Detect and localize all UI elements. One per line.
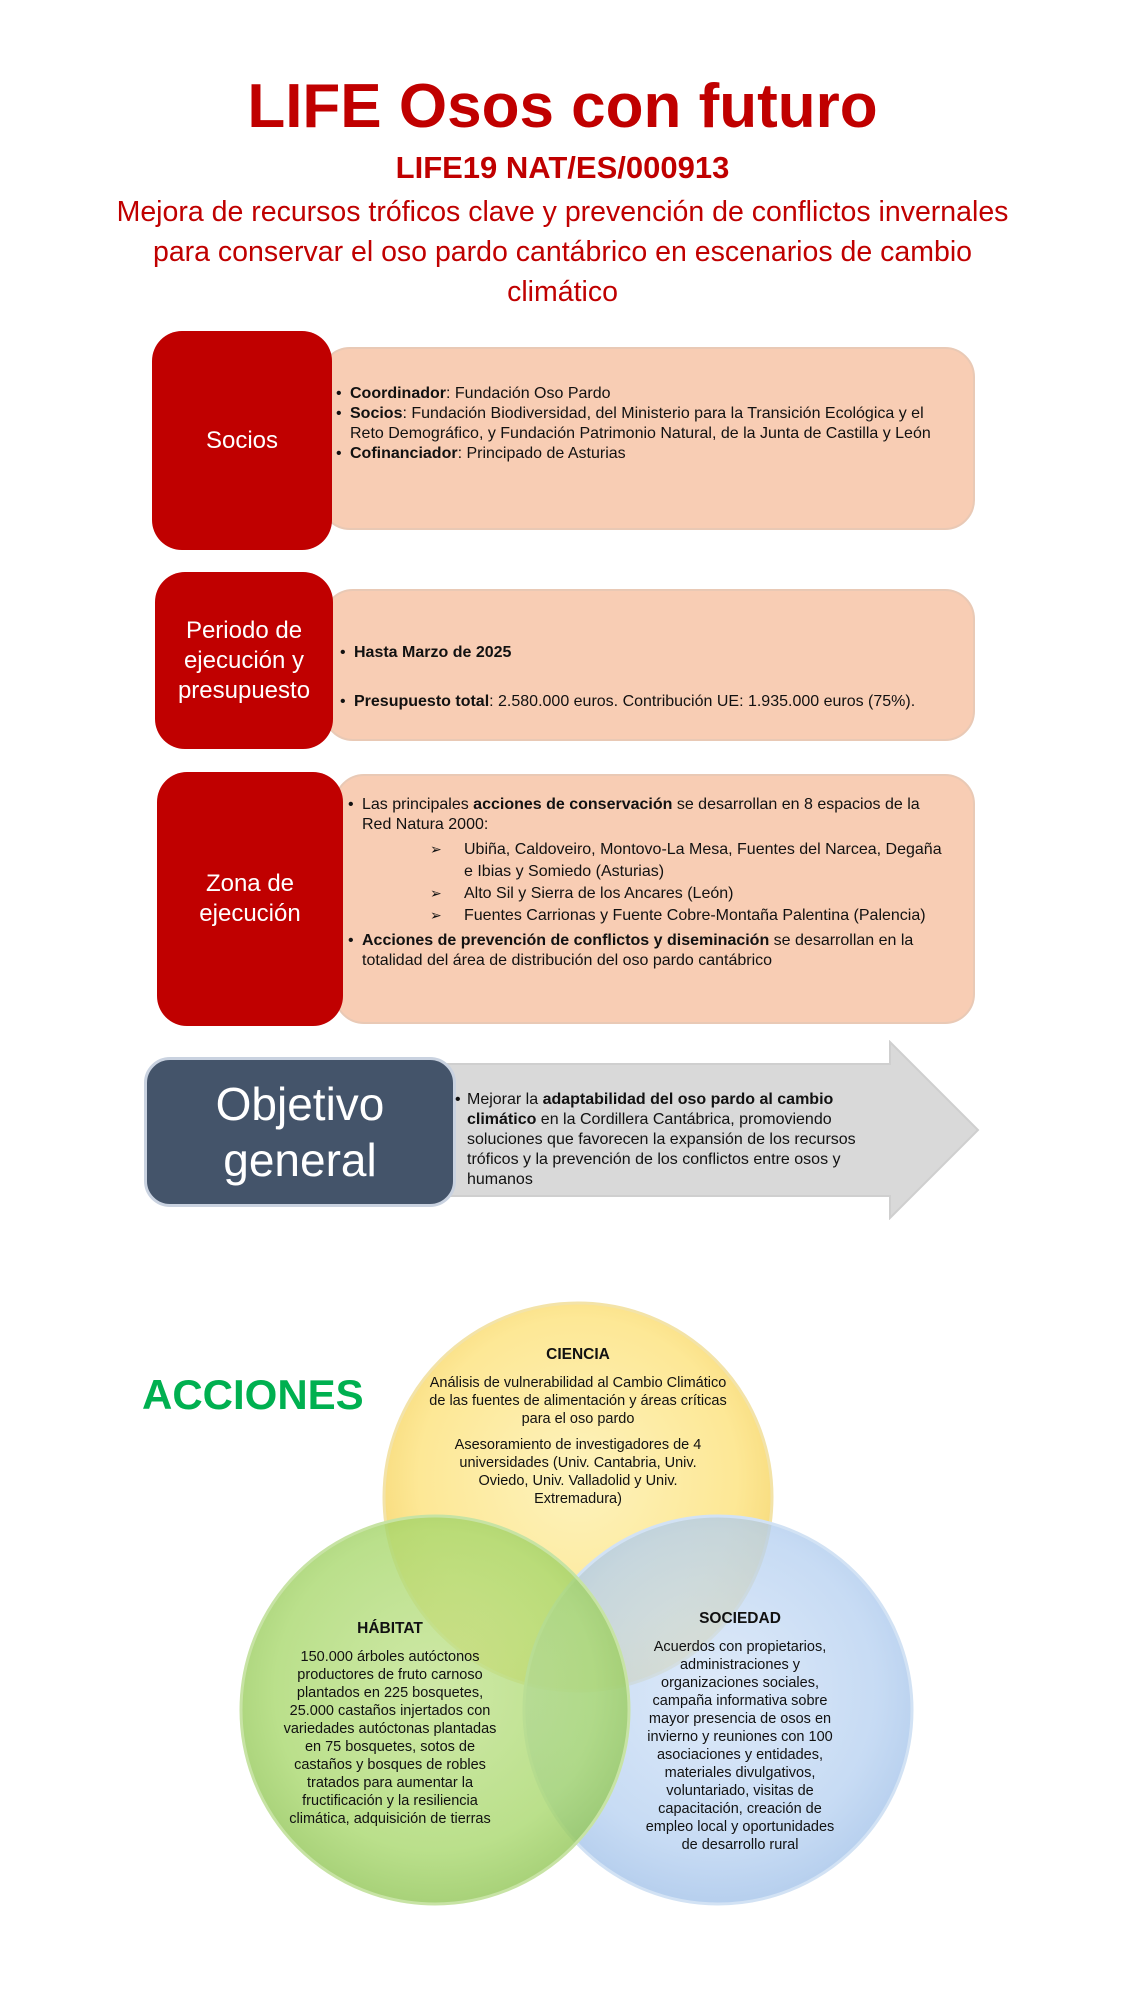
zona-list [348, 795, 948, 971]
socios-item-socios: • Socios: Fundación Biodiversidad, del Ministerio para la Transición Ecológica y el Reto Demográfico, y Fundación Patrimonio Natural, de la Junta de Castilla y León [336, 404, 961, 444]
sociedad-title: SOCIEDAD [699, 1610, 781, 1627]
objetivo-item: • Mejorar la adaptabilidad del oso pardo al cambio climático en la Cordillera Cantábrica, promoviendo soluciones que favorecen la expansión de los recursos tróficos y la prevención de los conflictos entre osos y humanos [455, 1090, 875, 1190]
zona-list-wrap [348, 795, 948, 971]
periodo-list [340, 643, 965, 712]
zona-site: ➢ Alto Sil y Sierra de los Ancares (León) [430, 883, 948, 905]
zona-site: ➢ Fuentes Carrionas y Fuente Cobre-Montaña Palentina (Palencia) [430, 905, 948, 927]
objetivo-text-wrap [455, 1090, 875, 1190]
venn-diagram [0, 1240, 1125, 1920]
ciencia-title: CIENCIA [546, 1346, 610, 1363]
socios-list [336, 384, 961, 464]
habitat-p1: 150.000 árboles autóctonos productores de fruto carnoso plantados en 225 bosquetes, 25.000 castaños injertados con variedades autóctonas plantadas en 75 bosquetes, sotos de castaños y bosques de robles tratados para aumentar la fructificación y la resiliencia climática, adquisición de tierras [283, 1649, 497, 1827]
zona-item-prevencion: • Acciones de prevención de conflictos y diseminación se desarrollan en la totalidad del área de distribución del oso pardo cantábrico [348, 931, 948, 971]
socios-item-coordinador: • Coordinador: Fundación Oso Pardo [336, 384, 961, 404]
project-code: LIFE19 NAT/ES/000913 [395, 150, 730, 185]
ciencia-text [428, 1346, 728, 1516]
zona-item-conservacion: • Las principales acciones de conservación se desarrollan en 8 espacios de la Red Natura 2000: ➢ Ubiña, Caldoveiro, Montovo-La Mesa, Fuentes del Narcea, Degaña e Ibias y Somiedo (Asturias) ➢ Alto Sil y Sierra de los Ancares (León) ➢ Fuentes Carrionas y Fuente Cobre-Montaña Palentina (Palencia) [348, 795, 948, 927]
acciones-title: ACCIONES [142, 1371, 364, 1418]
objetivo-list [455, 1090, 875, 1190]
periodo-list-wrap [340, 643, 965, 712]
socios-label: Socios [205, 426, 279, 454]
periodo-item-fecha: • Hasta Marzo de 2025 [340, 643, 965, 663]
sociedad-p1: Acuerdos con propietarios, administraciones y organizaciones sociales, campaña informativa sobre mayor presencia de osos en invierno y reuniones con 100 asociaciones y entidades, materiales divulgativos, voluntariado, visitas de capacitación, creación de empleo local y oportunidades de desarrollo rural [645, 1639, 835, 1853]
periodo-item-presupuesto: • Presupuesto total: 2.580.000 euros. Contribución UE: 1.935.000 euros (75%). [340, 692, 965, 712]
zona-label-box [157, 772, 343, 1026]
page-title: LIFE Osos con futuro [247, 72, 878, 141]
zona-label: Zona de ejecución [199, 870, 301, 927]
objetivo-label: Objetivo general [215, 1078, 385, 1186]
objetivo-label-box [144, 1057, 456, 1207]
socios-list-wrap [336, 384, 961, 464]
habitat-title: HÁBITAT [357, 1620, 423, 1637]
periodo-label: Periodo de ejecución y presupuesto [177, 616, 311, 704]
ciencia-p2: Asesoramiento de investigadores de 4 universidades (Univ. Cantabria, Univ. Oviedo, Univ. Valladolid y Univ. Extremadura) [454, 1437, 702, 1507]
socios-item-cofinanciador: • Cofinanciador: Principado de Asturias [336, 444, 961, 464]
habitat-text [275, 1620, 505, 1836]
zona-sites-list [430, 839, 948, 927]
zona-site: ➢ Ubiña, Caldoveiro, Montovo-La Mesa, Fuentes del Narcea, Degaña e Ibias y Somiedo (Asturias) [430, 839, 948, 883]
periodo-label-box [155, 572, 333, 749]
socios-label-box [152, 331, 332, 550]
page-subtitle: Mejora de recursos tróficos clave y prevención de conflictos invernales para conservar el oso pardo cantábrico en escenarios de cambio climático [116, 196, 1009, 308]
sociedad-text [640, 1610, 840, 1862]
ciencia-p1: Análisis de vulnerabilidad al Cambio Climático de las fuentes de alimentación y áreas críticas para el oso pardo [429, 1375, 727, 1427]
